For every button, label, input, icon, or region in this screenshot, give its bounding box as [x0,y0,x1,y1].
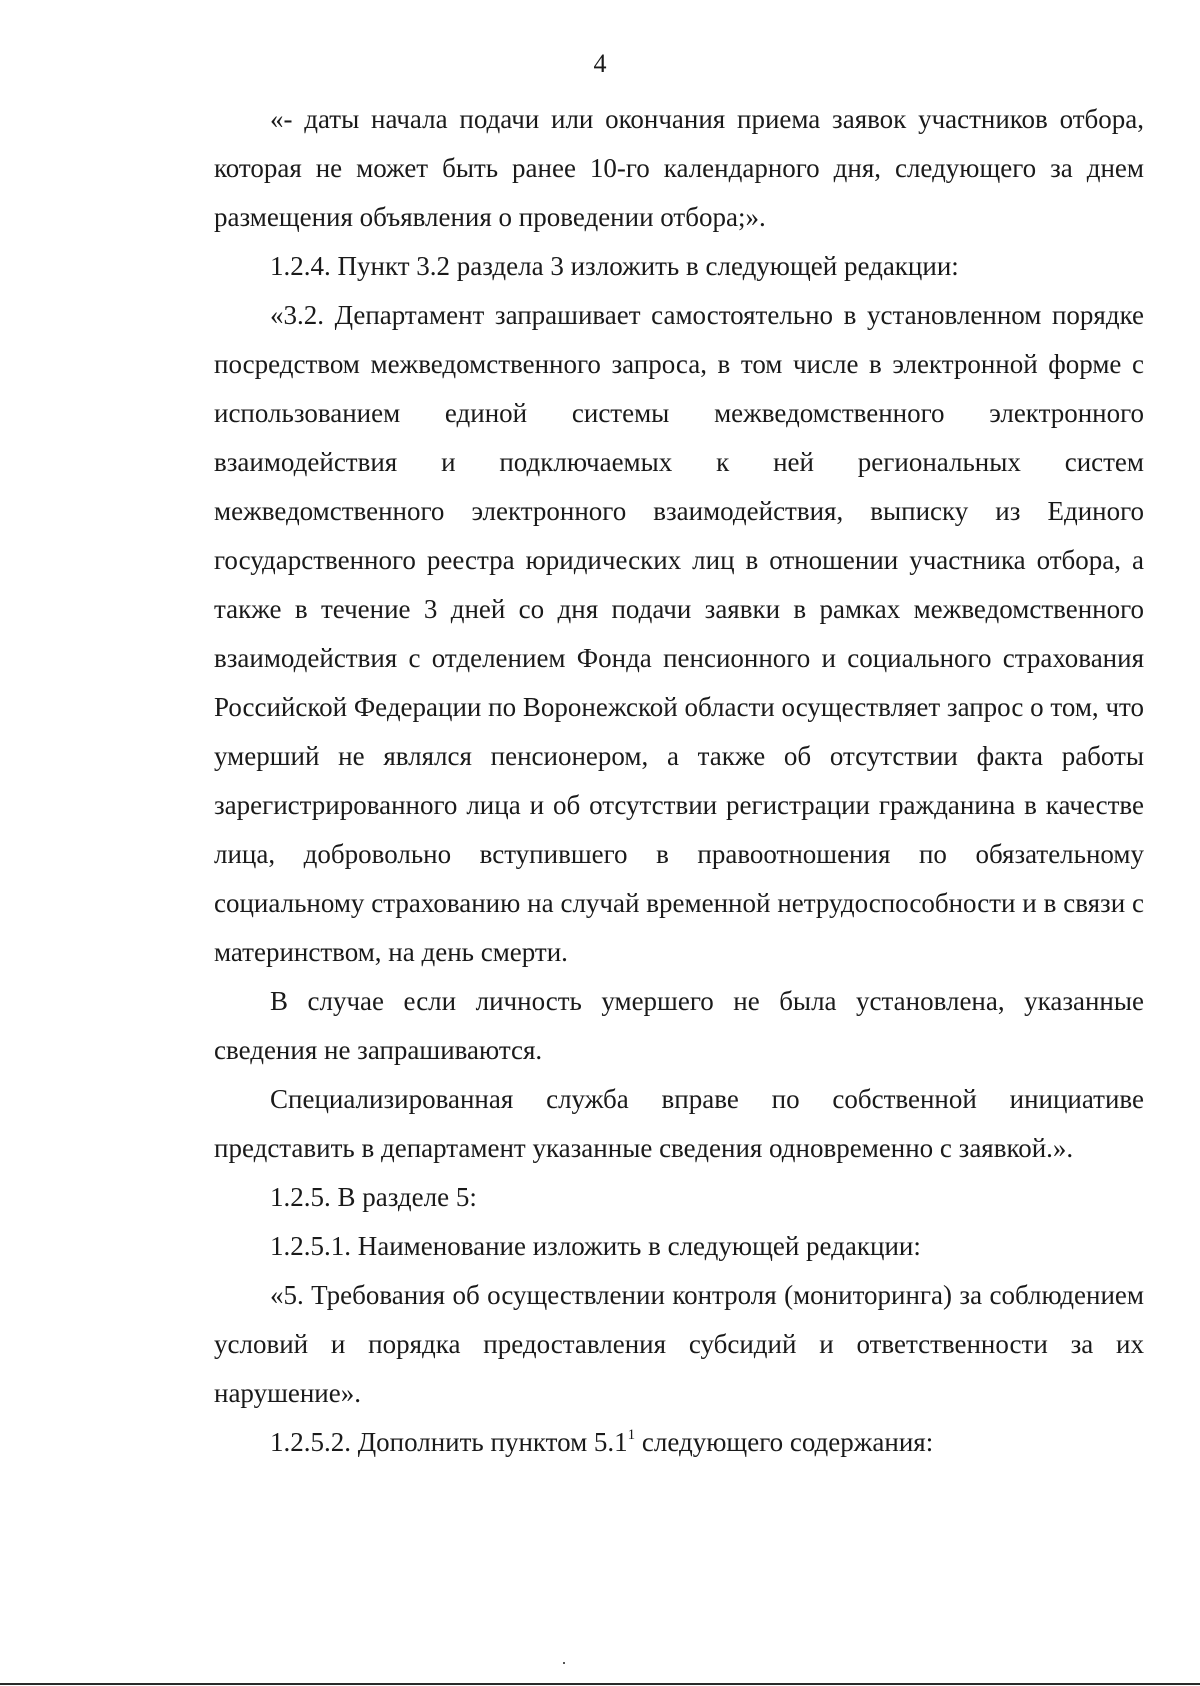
document-body [214,95,1144,1467]
superscript-index: 1 [627,1427,636,1443]
bottom-edge-line [0,1683,1200,1685]
paragraph-item-1-2-5: 1.2.5. В разделе 5: [270,1182,477,1212]
paragraph-item-1-2-5-2 [214,1418,1144,1467]
item-1-2-5-2-ending: следующего содержания: [635,1427,934,1457]
paragraph-item-1-2-4: 1.2.4. Пункт 3.2 раздела 3 изложить в следующей редакции: [270,251,959,281]
paragraph-section-5-title: «5. Требования об осуществлении контроля (мониторинга) за соблюдением условий и порядка предоставления субсидий и ответственности за их нарушение». [214,1280,1144,1408]
paragraph-clause-3-2: «3.2. Департамент запрашивает самостоятельно в установленном порядке посредством межведомственного запроса, в том числе в электронной форме с использованием единой системы межведомственного электронного взаимодействия и подключаемых к ней региональных систем межведомственного электронного взаимодействия, выписку из Единого государственного реестра юридических лиц в отношении участника отбора, а также в течение 3 дней со дня подачи заявки в рамках межведомственного взаимодействия с отделением Фонда пенсионного и социального страхования Российской Федерации по Воронежской области осуществляет запрос о том, что умерший не являлся пенсионером, а также об отсутствии факта работы зарегистрированного лица и об отсутствии регистрации гражданина в качестве лица, добровольно вступившего в правоотношения по обязательному социальному страхованию на случай временной нетрудоспособности и в связи с материнством, на день смерти. [214,300,1144,967]
paragraph-date-clause: «- даты начала подачи или окончания приема заявок участников отбора, которая не может быть ранее 10-го календарного дня, следующего за днем размещения объявления о проведении отбора;». [214,104,1144,232]
scan-speck [563,1662,565,1664]
paragraph-specialized-service: Специализированная служба вправе по собственной инициативе представить в департамент указанные сведения одновременно с заявкой.». [214,1084,1144,1163]
paragraph-unidentified-person: В случае если личность умершего не была установлена, указанные сведения не запрашиваются. [214,986,1144,1065]
page-number: 4 [593,49,607,78]
paragraph-item-1-2-5-1: 1.2.5.1. Наименование изложить в следующей редакции: [270,1231,921,1261]
item-1-2-5-2-text: 1.2.5.2. Дополнить пунктом 5.1 [270,1427,628,1457]
